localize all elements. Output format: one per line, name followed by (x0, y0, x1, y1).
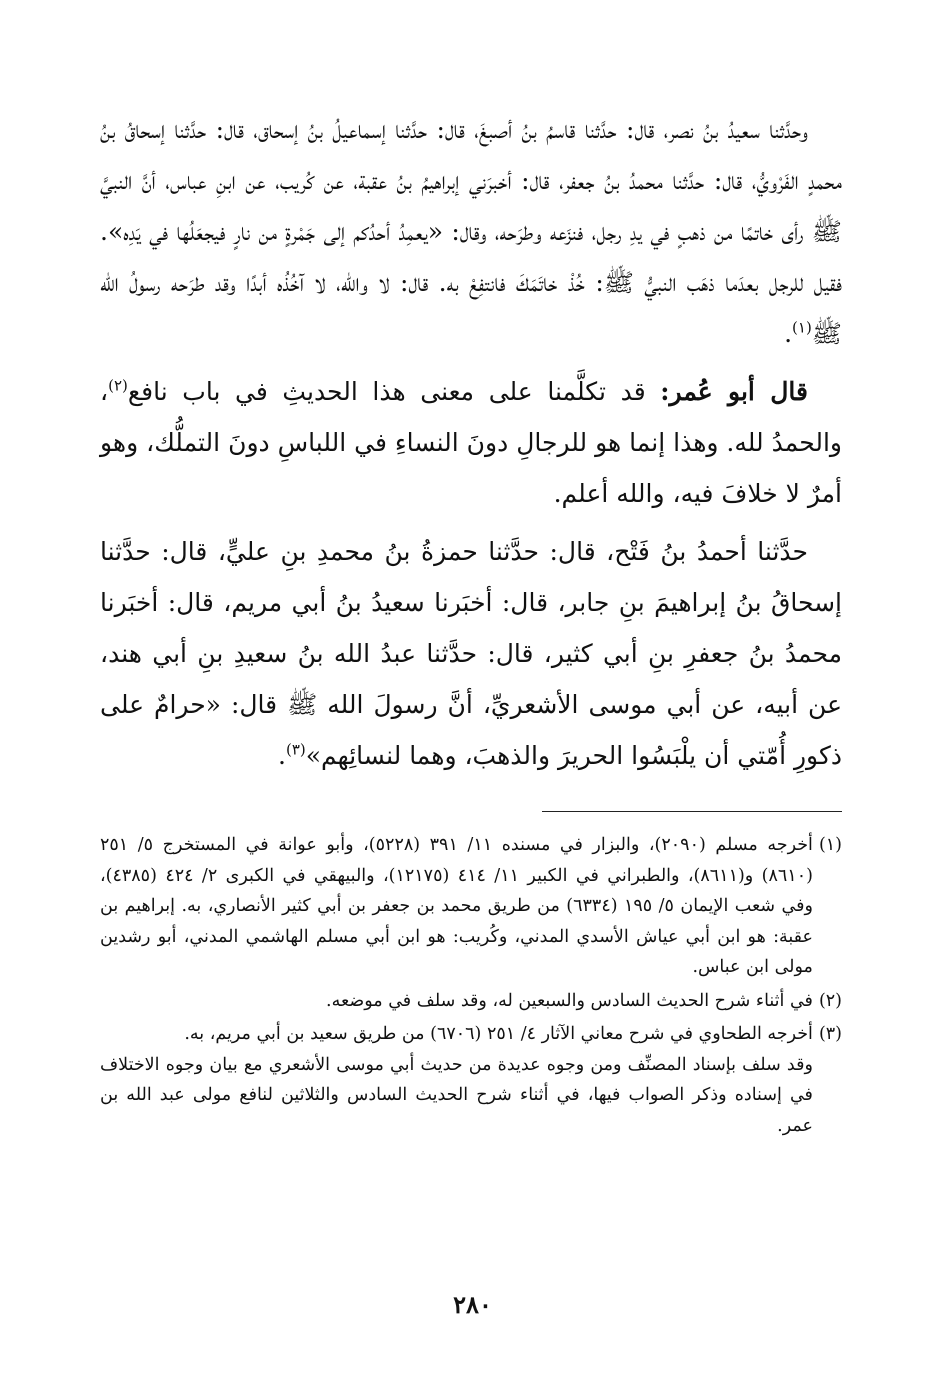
footnote-text: في أثناء شرح الحديث السادس والسبعين له، وقد سلف في موضعه. (326, 990, 813, 1011)
footnote-ref-3: (٣) (285, 740, 306, 759)
paragraph-1-end: . (784, 319, 793, 348)
paragraph-1 (100, 104, 842, 359)
page (100, 104, 842, 1144)
footnote-body (100, 986, 813, 1017)
footnote-text: أخرجه مسلم (٢٠٩٠)، والبزار في مسنده ١١/ ٣٩١ (٥٢٢٨)، وأبو عوانة في المستخرج ٥/ ٢٥١ (٨٦١٠) و(٨٦١١)، والطبراني في الكبير ١١/ ٤١٤ (١٢١٧٥)، والبيهقي في الكبرى ٢/ ٤٢٤ (٤٣٨٥)، وفي شعب الإيمان ٥/ ١٩٥ (٦٣٣٤) من طريق محمد بن جعفر بن أبي كثير الأنصاري، به. إبراهيم بن عقبة: هو ابن أبي عياش الأسدي المدني، وكُريب: هو ابن أبي مسلم الهاشمي المدني، أبو رشدين مولى ابن عباس. (100, 835, 813, 977)
footnote-body (100, 830, 813, 983)
footnote-ref-1: (١) (792, 318, 812, 337)
footnote-text: وقد سلف بإسناد المصنِّف ومن وجوه عديدة من حديث أبي موسى الأشعري مع بيان وجوه الاختلاف في إسناده وذكر الصواب فيها، في أثناء شرح الحديث السادس والثلاثين لنافع مولى عبد الله بن عمر. (100, 1054, 813, 1136)
footnote-number: (١) (818, 835, 842, 855)
paragraph-1-text: وحدَّثنا سعيدُ بنُ نصر، قال: حدَّثنا قاسمُ بنُ أصبغَ، قال: حدَّثنا إسماعيلُ بنُ إسحاق، قال: حدَّثنا إسحاقُ بنُ محمدٍ الفَرْويُّ، قال: حدَّثنا محمدُ بنُ جعفر، قال: أخبرَني إبراهيمُ بنُ عقبة، عن كُريب، عن ابنِ عباس، أنَّ النبيَّ ﷺ رأى خاتمًا من ذهبٍ في يدِ رجل، فنزَعه وطرَحه، وقال: «يعمِدُ أحدُكم إلى جَمْرةٍ من نارٍ فيجعَلُها في يَدِه». فقيل للرجل بعدَما ذهَب النبيُّ ﷺ: خُذْ خاتَمَكَ فانتفِعْ به. قال: لا والله، لا آخُذُه أبدًا وقد طرَحه رسولُ الله ﷺ (100, 115, 842, 348)
footnote-number: (٣) (818, 1024, 842, 1044)
footnote-number: (٢) (818, 990, 842, 1011)
footnote-3 (100, 1019, 842, 1141)
paragraph-2-text-a: قد تكلَّمنا على معنى هذا الحديثِ في باب نافع (127, 377, 661, 406)
page-number: ٢٨٠ (453, 1290, 492, 1319)
paragraph-2 (100, 366, 842, 519)
paragraph-3-text: حدَّثنا أحمدُ بنُ فَتْح، قال: حدَّثنا حمزةُ بنُ محمدِ بنِ عليٍّ، قال: حدَّثنا إسحاقُ بنُ إبراهيمَ بنِ جابر، قال: أخبَرنا سعيدُ بنُ أبي مريم، قال: أخبَرنا محمدُ بنُ جعفرِ بنِ أبي كثير، قال: حدَّثنا عبدُ الله بنُ سعيدِ بنِ أبي هند، عن أبيه، عن أبي موسى الأشعريِّ، أنَّ رسولَ الله ﷺ قال: «حرامٌ على ذكورِ أُمّتي أن يلْبَسُوا الحريرَ والذهبَ، وهما لنسائِهم» (100, 537, 842, 770)
footnote-2 (100, 986, 842, 1017)
footnote-divider (542, 811, 842, 812)
paragraph-2-text-b: ، والحمدُ لله. وهذا إنما هو للرجالِ دونَ النساءِ في اللباسِ دونَ التملُّك، وهو أمرٌ لا خلافَ فيه، والله أعلم. (100, 377, 842, 508)
paragraph-2-lead: قال أبو عُمر: (660, 377, 808, 406)
paragraph-3-end: . (278, 741, 286, 770)
footnote-1 (100, 830, 842, 983)
footnote-ref-2: (٢) (108, 376, 128, 395)
footnote-body (100, 1019, 813, 1141)
footnote-text: أخرجه الطحاوي في شرح معاني الآثار ٤/ ٢٥١ (٦٧٠٦) من طريق سعيد بن أبي مريم، به. (184, 1024, 813, 1044)
paragraph-3 (100, 526, 842, 781)
footnotes (100, 830, 842, 1141)
main-text (100, 104, 842, 781)
